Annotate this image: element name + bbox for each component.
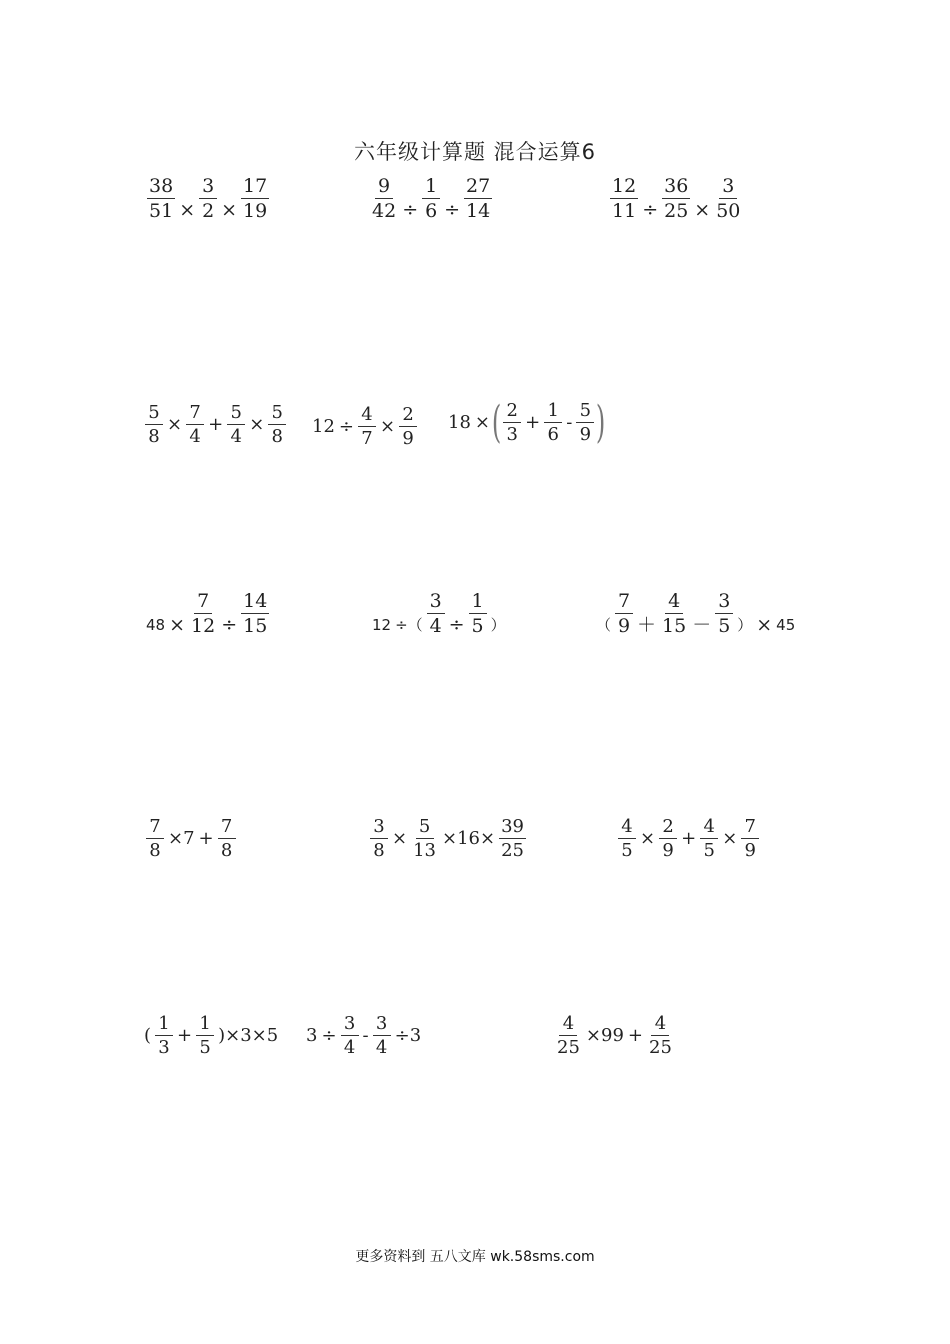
numerator: 12 xyxy=(612,175,637,197)
operator: ÷ xyxy=(321,1025,337,1046)
operator: + xyxy=(525,412,541,433)
numerator: 2 xyxy=(503,402,521,423)
fraction xyxy=(499,818,526,860)
problem-13 xyxy=(142,1015,280,1057)
operator: × xyxy=(169,613,186,636)
numerator: 1 xyxy=(544,402,562,423)
denominator: 5 xyxy=(703,840,715,861)
numerator: 4 xyxy=(651,1015,669,1036)
denominator: 6 xyxy=(425,200,438,222)
numerator: 3 xyxy=(427,592,445,614)
numerator: 7 xyxy=(146,818,164,839)
numerator: 1 xyxy=(196,1015,214,1036)
fraction xyxy=(662,177,690,221)
number: 3 xyxy=(306,1025,318,1046)
number: 48 xyxy=(146,615,166,634)
problem-4 xyxy=(143,404,288,446)
numerator: 39 xyxy=(501,816,524,837)
fraction xyxy=(370,177,398,221)
fraction xyxy=(615,592,633,636)
fraction xyxy=(411,818,438,860)
numerator: 5 xyxy=(268,404,286,425)
operator: ＋ xyxy=(637,613,657,636)
numerator: 5 xyxy=(576,402,594,423)
denominator: 25 xyxy=(664,200,689,222)
fraction xyxy=(660,592,688,636)
denominator: 9 xyxy=(579,424,592,445)
denominator: 3 xyxy=(158,1037,170,1058)
operator: ÷ xyxy=(402,198,419,221)
numerator: 9 xyxy=(375,177,393,199)
right-paren: ） xyxy=(737,615,753,634)
fraction xyxy=(700,818,718,860)
fraction xyxy=(358,406,376,448)
numerator: 1 xyxy=(422,177,440,199)
denominator: 14 xyxy=(466,200,491,222)
fraction xyxy=(618,818,636,860)
denominator: 5 xyxy=(621,840,633,861)
numerator: 7 xyxy=(615,592,633,614)
denominator: 8 xyxy=(373,840,385,861)
denominator: 8 xyxy=(271,426,283,447)
denominator: 4 xyxy=(375,1037,388,1058)
denominator: 51 xyxy=(149,200,174,222)
denominator: 8 xyxy=(149,840,161,861)
number: 12 xyxy=(372,615,392,634)
fraction xyxy=(741,818,759,860)
problem-2 xyxy=(368,177,494,221)
problem-7 xyxy=(144,592,271,636)
operator: × xyxy=(474,412,490,433)
problem-15 xyxy=(553,1015,676,1057)
numerator: 38 xyxy=(149,175,174,197)
left-paren: ( xyxy=(144,1025,152,1046)
fraction xyxy=(241,177,269,221)
left-paren: （ xyxy=(596,615,612,634)
fraction xyxy=(610,177,638,221)
operator: - xyxy=(362,1025,369,1046)
denominator: 4 xyxy=(230,426,242,447)
operator: ÷ xyxy=(448,613,465,636)
numerator: 7 xyxy=(741,818,759,839)
denominator: 8 xyxy=(148,426,160,447)
numerator: 27 xyxy=(466,175,491,197)
denominator: 2 xyxy=(202,200,215,222)
fraction xyxy=(146,818,164,860)
number: 12 xyxy=(312,416,335,437)
denominator: 15 xyxy=(662,615,687,637)
operator: + xyxy=(627,1025,643,1046)
denominator: 9 xyxy=(662,840,674,861)
denominator: 4 xyxy=(343,1037,356,1058)
problem-8 xyxy=(370,592,508,636)
right-paren: ) xyxy=(596,397,606,448)
operator: × xyxy=(221,198,238,221)
operator: × xyxy=(722,828,738,849)
numerator: 1 xyxy=(155,1015,173,1036)
fraction xyxy=(145,404,163,446)
fraction xyxy=(155,1015,173,1057)
operator: × xyxy=(167,414,183,435)
problem-5 xyxy=(310,406,419,448)
denominator: 6 xyxy=(547,424,559,445)
denominator: 12 xyxy=(191,615,216,637)
fraction xyxy=(199,177,217,221)
fraction xyxy=(399,406,417,448)
operator: × xyxy=(694,198,711,221)
fraction xyxy=(422,177,440,221)
problem-9 xyxy=(594,592,797,636)
operator: ÷ xyxy=(642,198,659,221)
problem-11 xyxy=(368,818,528,860)
number: 45 xyxy=(776,615,796,634)
denominator: 7 xyxy=(361,428,373,449)
numerator: 3 xyxy=(199,177,217,199)
numerator: 4 xyxy=(358,406,376,427)
operator: ÷3 xyxy=(394,1025,422,1046)
fraction xyxy=(544,402,562,444)
operator: + xyxy=(177,1025,193,1046)
problem-1 xyxy=(145,177,271,221)
fraction xyxy=(186,404,204,446)
operator: × xyxy=(640,828,656,849)
fraction xyxy=(659,818,677,860)
numerator: 4 xyxy=(559,1015,577,1036)
denominator: 25 xyxy=(557,1037,580,1058)
operator: － xyxy=(692,613,712,636)
numerator: 7 xyxy=(186,404,204,425)
numerator: 14 xyxy=(243,590,268,612)
numerator: 36 xyxy=(664,175,689,197)
operator: - xyxy=(566,412,573,433)
operator: ÷ xyxy=(444,198,461,221)
denominator: 5 xyxy=(199,1037,211,1058)
numerator: 3 xyxy=(370,818,388,839)
right-paren: ） xyxy=(490,615,506,634)
fraction xyxy=(427,592,445,636)
operator: × xyxy=(380,416,396,437)
denominator: 4 xyxy=(429,615,442,637)
fraction xyxy=(370,818,388,860)
problem-10 xyxy=(144,818,238,860)
problem-3 xyxy=(608,177,744,221)
numerator: 17 xyxy=(243,175,268,197)
fraction xyxy=(647,1015,674,1057)
denominator: 11 xyxy=(612,200,637,222)
denominator: 42 xyxy=(372,200,397,222)
problem-14 xyxy=(304,1015,423,1057)
left-paren: ( xyxy=(491,397,502,448)
denominator: 25 xyxy=(649,1037,672,1058)
worksheet-title: 六年级计算题 混合运算6 xyxy=(353,140,597,164)
operator: ÷ xyxy=(338,416,354,437)
operator: × xyxy=(756,613,773,636)
fraction xyxy=(464,177,492,221)
fraction xyxy=(576,402,594,444)
operator: ×7 xyxy=(168,828,195,849)
denominator: 5 xyxy=(718,615,731,637)
numerator: 7 xyxy=(194,592,212,614)
denominator: 13 xyxy=(413,840,436,861)
numerator: 5 xyxy=(227,404,245,425)
operator: + xyxy=(198,828,214,849)
fraction xyxy=(241,592,269,636)
denominator: 5 xyxy=(471,615,484,637)
operator: ÷ xyxy=(221,613,238,636)
fraction xyxy=(147,177,175,221)
numerator: 3 xyxy=(341,1015,359,1036)
fraction xyxy=(469,592,487,636)
numerator: 7 xyxy=(218,818,236,839)
numerator: 2 xyxy=(659,818,677,839)
numerator: 4 xyxy=(665,592,683,614)
denominator: 50 xyxy=(716,200,741,222)
denominator: 9 xyxy=(617,615,631,637)
numerator: 3 xyxy=(719,177,737,199)
numerator: 1 xyxy=(469,592,487,614)
number: 18 xyxy=(448,412,471,433)
operator: ×16× xyxy=(442,828,496,849)
denominator: 15 xyxy=(243,615,268,637)
denominator: 9 xyxy=(402,428,414,449)
operator: × xyxy=(392,828,408,849)
numerator: 3 xyxy=(373,1015,391,1036)
fraction xyxy=(555,1015,582,1057)
numerator: 5 xyxy=(145,404,163,425)
fraction xyxy=(715,592,733,636)
numerator: 5 xyxy=(416,818,434,839)
fraction xyxy=(218,818,236,860)
fraction xyxy=(714,177,742,221)
numerator: 2 xyxy=(399,406,417,427)
fraction xyxy=(268,404,286,446)
fraction xyxy=(373,1015,391,1057)
operator: + xyxy=(681,828,697,849)
denominator: 8 xyxy=(220,840,233,861)
denominator: 9 xyxy=(744,840,756,861)
fraction xyxy=(227,404,245,446)
operator: + xyxy=(208,414,224,435)
numerator: 3 xyxy=(715,592,733,614)
problem-6 xyxy=(446,397,606,448)
fraction xyxy=(189,592,217,636)
denominator: 4 xyxy=(189,426,201,447)
fraction xyxy=(341,1015,359,1057)
problem-12 xyxy=(616,818,761,860)
fraction xyxy=(503,402,521,444)
operator: )×3×5 xyxy=(218,1025,279,1046)
fraction xyxy=(196,1015,214,1057)
numerator: 4 xyxy=(700,818,718,839)
denominator: 25 xyxy=(501,840,524,861)
operator: ÷（ xyxy=(395,615,423,634)
operator: × xyxy=(249,414,265,435)
operator: ×99 xyxy=(585,1025,624,1046)
numerator: 4 xyxy=(618,818,636,839)
operator: × xyxy=(179,198,196,221)
footer-source: 更多资料到 五八文库 wk.58sms.com xyxy=(355,1249,595,1265)
denominator: 3 xyxy=(506,424,518,445)
denominator: 19 xyxy=(243,200,268,222)
